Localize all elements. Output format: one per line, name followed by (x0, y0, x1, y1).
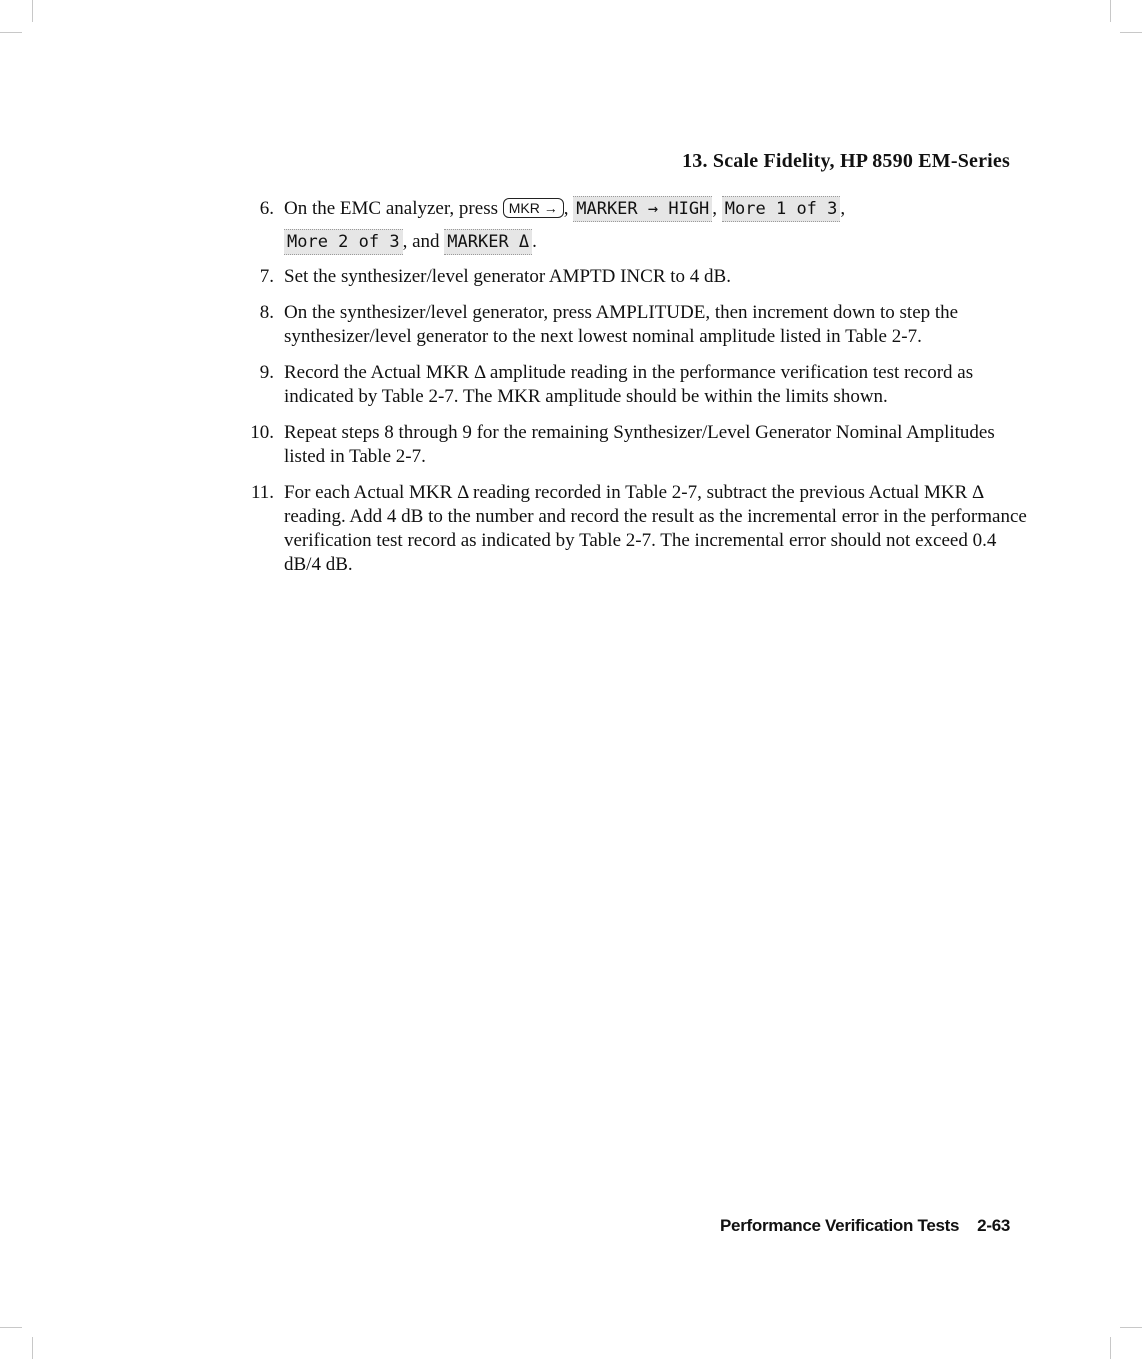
step-number: 10. (250, 422, 274, 443)
step-11 (240, 481, 1030, 577)
step-7 (240, 265, 1030, 289)
crop-mark (1110, 0, 1111, 22)
step-6-intro: On the EMC analyzer, press (284, 198, 498, 219)
crop-mark (32, 1337, 33, 1359)
section-title: 13. Scale Fidelity, HP 8590 EM-Series (682, 150, 1010, 172)
crop-mark (1120, 32, 1142, 33)
step-text: Set the synthesizer/level generator AMPTD INCR to 4 dB. (284, 266, 731, 287)
procedure-steps (240, 192, 1030, 589)
page-number: 2-63 (977, 1216, 1010, 1235)
crop-mark (1110, 1337, 1111, 1359)
more-1-of-3-softkey[interactable]: More 1 of 3 (722, 196, 841, 222)
step-6: 6. On the EMC analyzer, press MKR → , MARKER → HIGH , More 1 of 3 , More 2 of 3 , and MARKER Δ . (240, 192, 1030, 258)
step-number: 6. (259, 198, 274, 219)
marker-to-high-softkey[interactable]: MARKER → HIGH (573, 196, 712, 222)
step-number: 8. (259, 302, 274, 323)
step-10 (240, 421, 1030, 469)
crop-mark (0, 32, 22, 33)
step-number: 9. (259, 362, 274, 383)
and-text: , and (402, 231, 440, 252)
step-number: 11. (250, 482, 274, 503)
step-8 (240, 301, 1030, 349)
step-text: On the synthesizer/level generator, press AMPLITUDE, then increment down to step the synthesizer/level generator to the next lowest nominal amplitude listed in Table 2-7. (284, 302, 959, 347)
marker-delta-softkey[interactable]: MARKER Δ (444, 229, 532, 255)
crop-mark (0, 1327, 22, 1328)
more-2-of-3-softkey[interactable]: More 2 of 3 (284, 229, 403, 255)
crop-mark (1120, 1327, 1142, 1328)
footer-section: Performance Verification Tests (720, 1216, 960, 1235)
step-number: 7. (259, 266, 274, 287)
step-text: Repeat steps 8 through 9 for the remaining Synthesizer/Level Generator Nominal Amplitudes listed in Table 2-7. (284, 422, 995, 467)
step-9 (240, 361, 1030, 409)
step-text: For each Actual MKR Δ reading recorded in Table 2-7, subtract the previous Actual MKR Δ reading. Add 4 dB to the number and record the result as the incremental error in the performance verification test record as indicated by Table 2-7. The incremental error should not exceed 0.4 dB/4 dB. (284, 482, 1027, 575)
step-text: Record the Actual MKR Δ amplitude reading in the performance verification test record as indicated by Table 2-7. The MKR amplitude should be within the limits shown. (284, 362, 974, 407)
mkr-arrow-key[interactable]: MKR → (503, 198, 564, 218)
crop-mark (32, 0, 33, 22)
page-footer (720, 1216, 1010, 1236)
